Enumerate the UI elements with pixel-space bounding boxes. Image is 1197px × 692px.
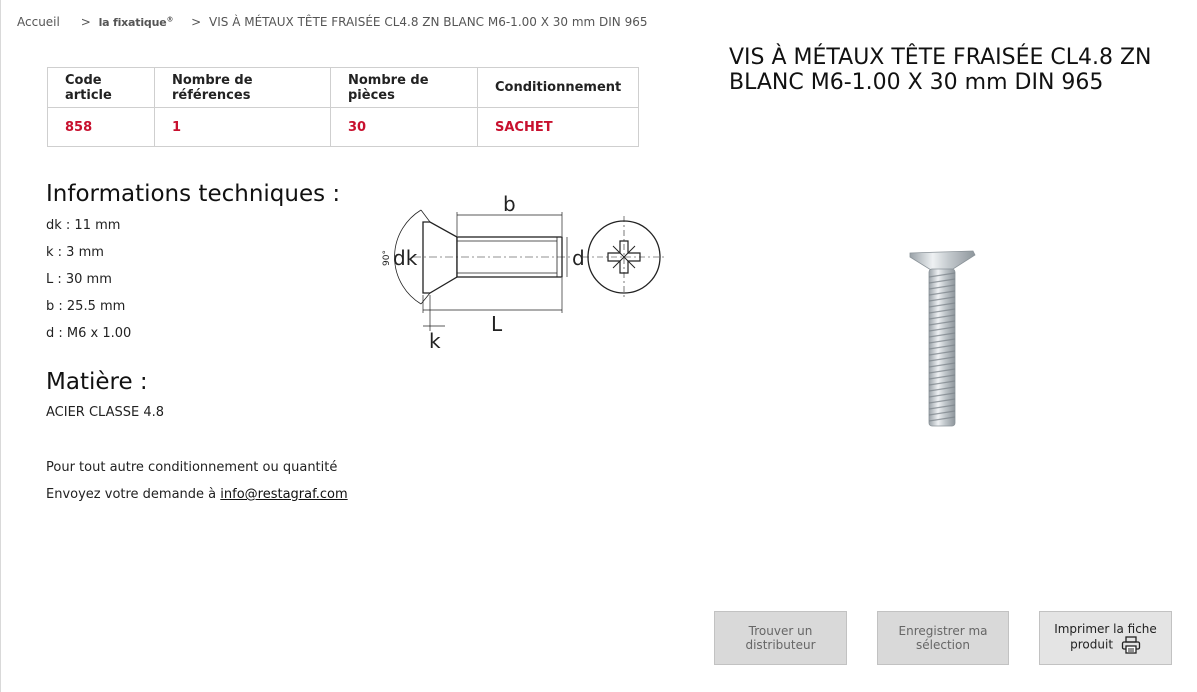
table-row [48, 108, 639, 147]
tech-item-L: L : 30 mm [46, 272, 112, 287]
contact-prefix: Envoyez votre demande à [46, 487, 221, 502]
contact-request [46, 487, 348, 502]
column-header-pieces: Nombre de pièces [331, 68, 478, 108]
breadcrumb-current: VIS À MÉTAUX TÊTE FRAISÉE CL4.8 ZN BLANC M6-1.00 X 30 mm DIN 965 [209, 15, 648, 29]
table-header-row [48, 68, 639, 108]
breadcrumb-separator: > [191, 15, 202, 29]
technical-info-heading: Informations techniques : [46, 181, 341, 207]
column-header-packaging: Conditionnement [478, 68, 639, 108]
find-distributor-line2: distributeur [745, 638, 816, 652]
dimension-label-dk: dk [393, 246, 418, 270]
breadcrumb-brand-link[interactable] [99, 16, 174, 29]
cell-code: 858 [48, 108, 155, 147]
product-spec-table [47, 67, 639, 147]
contact-note: Pour tout autre conditionnement ou quantité [46, 460, 338, 475]
column-header-references: Nombre de références [155, 68, 331, 108]
tech-item-k: k : 3 mm [46, 245, 104, 260]
find-distributor-line1: Trouver un [748, 624, 813, 638]
tech-item-d: d : M6 x 1.00 [46, 326, 132, 341]
tech-item-dk: dk : 11 mm [46, 218, 121, 233]
find-distributor-label [745, 624, 815, 652]
material-heading: Matière : [46, 369, 148, 395]
find-distributor-button[interactable] [714, 611, 847, 665]
cell-pieces: 30 [331, 108, 478, 147]
technical-info-list [46, 217, 131, 352]
dimension-label-d: d [572, 246, 585, 270]
save-selection-line1: Enregistrer ma [898, 624, 988, 638]
breadcrumb-separator: > [80, 15, 91, 29]
print-line2: produit [1070, 637, 1114, 652]
cell-packaging: SACHET [478, 108, 639, 147]
brand-registered-mark: ® [166, 15, 174, 24]
print-product-sheet-button[interactable] [1039, 611, 1172, 665]
tech-item-b: b : 25.5 mm [46, 299, 126, 314]
save-selection-label [899, 624, 988, 652]
save-selection-button[interactable] [877, 611, 1009, 665]
product-title: VIS À MÉTAUX TÊTE FRAISÉE CL4.8 ZN BLANC M6-1.00 X 30 mm DIN 965 [729, 45, 1152, 95]
contact-email-link[interactable]: info@restagraf.com [220, 487, 348, 502]
dimension-label-k: k [429, 329, 441, 353]
cell-references: 1 [155, 108, 331, 147]
screw-dimension-diagram [377, 188, 667, 358]
print-line1: Imprimer la fiche [1054, 622, 1157, 636]
dimension-label-angle: 90° [382, 250, 392, 266]
product-image [901, 243, 981, 433]
print-product-sheet-label [1054, 622, 1157, 654]
material-value: ACIER CLASSE 4.8 [46, 405, 164, 420]
dimension-label-b: b [503, 192, 516, 216]
dimension-label-L: L [491, 312, 503, 336]
brand-name: la fixatique [98, 16, 167, 29]
column-header-code: Code article [48, 68, 155, 108]
breadcrumb [17, 15, 648, 29]
breadcrumb-home-link[interactable]: Accueil [17, 15, 60, 29]
printer-icon [1121, 636, 1141, 654]
save-selection-line2: sélection [916, 638, 970, 652]
